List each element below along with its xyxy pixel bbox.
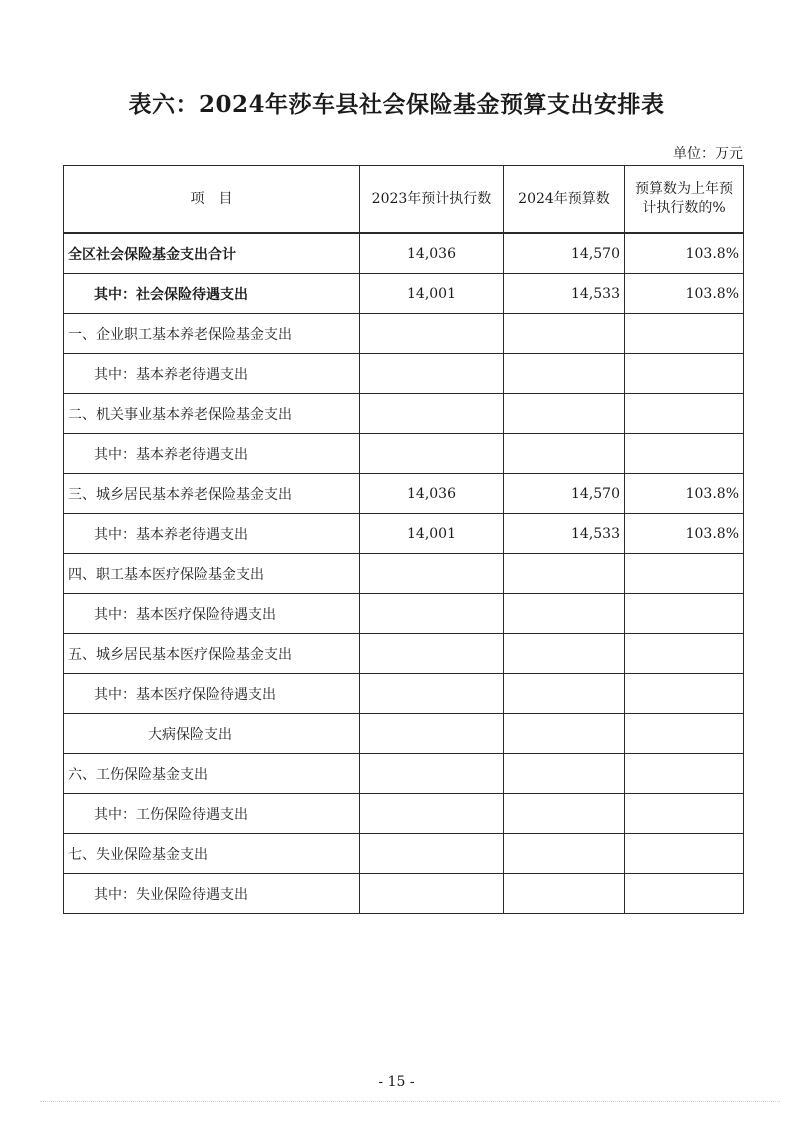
cell-2023 — [360, 314, 504, 354]
table-row — [64, 474, 744, 514]
row-label: 大病保险支出 — [64, 714, 360, 754]
bottom-divider — [40, 1101, 780, 1102]
cell-2023 — [360, 834, 504, 874]
cell-percent: 103.8% — [625, 514, 744, 554]
cell-percent — [625, 874, 744, 914]
table-row — [64, 394, 744, 434]
cell-2024 — [504, 554, 625, 594]
cell-2024 — [504, 714, 625, 754]
table-row — [64, 233, 744, 274]
cell-2024 — [504, 834, 625, 874]
row-label: 六、工伤保险基金支出 — [64, 754, 360, 794]
row-label: 一、企业职工基本养老保险基金支出 — [64, 314, 360, 354]
table-row — [64, 434, 744, 474]
cell-percent — [625, 354, 744, 394]
table-row — [64, 354, 744, 394]
budget-table — [63, 165, 744, 914]
header-percent: 预算数为上年预计执行数的% — [625, 166, 744, 234]
cell-percent: 103.8% — [625, 474, 744, 514]
cell-2023: 14,001 — [360, 274, 504, 314]
row-label: 其中：基本医疗保险待遇支出 — [64, 594, 360, 634]
cell-2023: 14,001 — [360, 514, 504, 554]
cell-2023 — [360, 754, 504, 794]
unit-label: 单位：万元 — [673, 146, 743, 162]
cell-2023 — [360, 634, 504, 674]
cell-2024: 14,570 — [504, 233, 625, 274]
cell-2023 — [360, 714, 504, 754]
table-row — [64, 834, 744, 874]
cell-2024 — [504, 354, 625, 394]
cell-2024 — [504, 874, 625, 914]
table-row — [64, 874, 744, 914]
table-row — [64, 314, 744, 354]
cell-2023 — [360, 874, 504, 914]
table-row — [64, 274, 744, 314]
cell-2024 — [504, 434, 625, 474]
header-2023-estimate: 2023年预计执行数 — [360, 166, 504, 234]
cell-2024: 14,570 — [504, 474, 625, 514]
header-item: 项 目 — [64, 166, 360, 234]
cell-2024 — [504, 634, 625, 674]
row-label: 其中：工伤保险待遇支出 — [64, 794, 360, 834]
header-2024-budget: 2024年预算数 — [504, 166, 625, 234]
row-label: 其中：社会保险待遇支出 — [64, 274, 360, 314]
page-number: - 15 - — [378, 1074, 415, 1090]
cell-2023 — [360, 594, 504, 634]
table-row — [64, 674, 744, 714]
table-header-row — [64, 166, 744, 234]
table-row — [64, 794, 744, 834]
cell-percent — [625, 674, 744, 714]
row-label: 三、城乡居民基本养老保险基金支出 — [64, 474, 360, 514]
cell-2024 — [504, 754, 625, 794]
cell-percent: 103.8% — [625, 233, 744, 274]
cell-percent — [625, 554, 744, 594]
cell-2024 — [504, 674, 625, 714]
cell-percent — [625, 634, 744, 674]
row-label: 四、职工基本医疗保险基金支出 — [64, 554, 360, 594]
cell-2024 — [504, 394, 625, 434]
row-label: 其中：基本医疗保险待遇支出 — [64, 674, 360, 714]
cell-percent — [625, 594, 744, 634]
table-row — [64, 554, 744, 594]
row-label: 七、失业保险基金支出 — [64, 834, 360, 874]
row-label: 五、城乡居民基本医疗保险基金支出 — [64, 634, 360, 674]
row-label: 其中：基本养老待遇支出 — [64, 434, 360, 474]
table-row — [64, 714, 744, 754]
table-row — [64, 594, 744, 634]
cell-2024 — [504, 794, 625, 834]
cell-2024: 14,533 — [504, 514, 625, 554]
cell-2023 — [360, 554, 504, 594]
cell-2024 — [504, 314, 625, 354]
cell-2023 — [360, 354, 504, 394]
row-label: 二、机关事业基本养老保险基金支出 — [64, 394, 360, 434]
table-row — [64, 634, 744, 674]
cell-2023 — [360, 674, 504, 714]
cell-2024 — [504, 594, 625, 634]
cell-2023 — [360, 394, 504, 434]
cell-2023 — [360, 794, 504, 834]
table-row — [64, 754, 744, 794]
cell-2024: 14,533 — [504, 274, 625, 314]
cell-percent — [625, 754, 744, 794]
cell-percent — [625, 394, 744, 434]
table-row — [64, 514, 744, 554]
row-label: 其中：基本养老待遇支出 — [64, 354, 360, 394]
row-label: 其中：失业保险待遇支出 — [64, 874, 360, 914]
page-title: 表六：2024年莎车县社会保险基金预算支出安排表 — [128, 91, 665, 118]
cell-2023: 14,036 — [360, 474, 504, 514]
row-label: 全区社会保险基金支出合计 — [64, 233, 360, 274]
cell-percent — [625, 834, 744, 874]
cell-2023 — [360, 434, 504, 474]
cell-percent — [625, 794, 744, 834]
cell-percent: 103.8% — [625, 274, 744, 314]
cell-2023: 14,036 — [360, 233, 504, 274]
row-label: 其中：基本养老待遇支出 — [64, 514, 360, 554]
cell-percent — [625, 314, 744, 354]
cell-percent — [625, 714, 744, 754]
cell-percent — [625, 434, 744, 474]
